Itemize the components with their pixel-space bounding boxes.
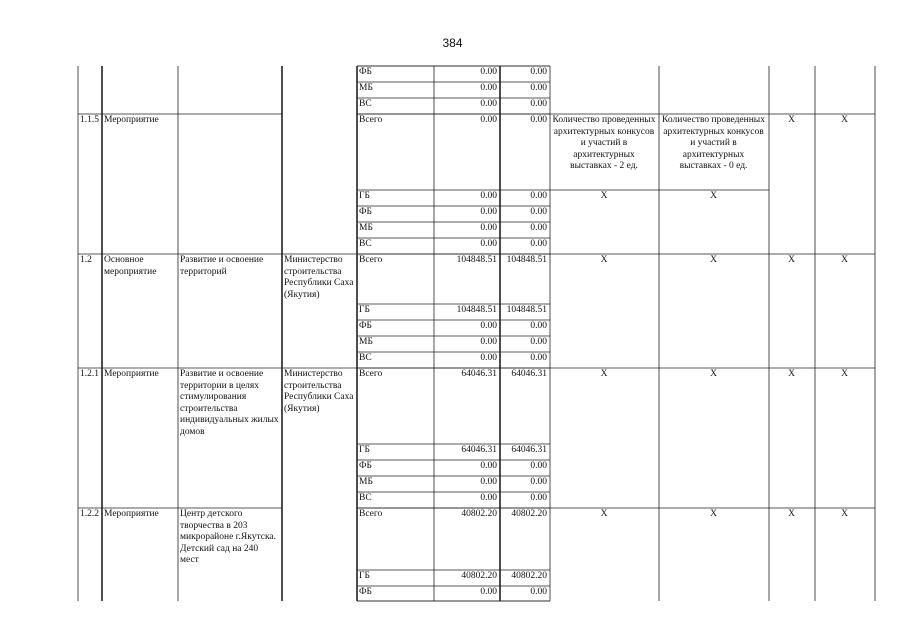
fund-amount-plan: 0.00 [480,115,497,125]
fund-amount-fact: 0.00 [530,99,547,109]
fund-source: ФБ [359,587,372,597]
row-number: 1.2.1 [80,369,99,379]
indicator-plan: X [600,255,608,265]
row-kind: Мероприятие [104,509,159,519]
fund-amount-fact: 0.00 [530,83,547,93]
fund-source: Всего [359,255,383,265]
fund-amount-plan: 0.00 [480,99,497,109]
row-name: Центр детского творчества в 203 микрорайоне г.Якутска. Детский сад на 240 мест [180,509,277,565]
fund-amount-fact: 0.00 [530,191,547,201]
fund-amount-plan: 0.00 [480,321,497,331]
fund-amount-fact: 0.00 [530,477,547,487]
row-number: 1.2 [80,255,92,265]
fund-source: Всего [359,369,383,379]
fund-source: ВС [359,239,372,249]
row-executor: Министерство строительства Республики Саха (Якутия) [284,255,354,300]
fund-amount-fact: 0.00 [530,239,547,249]
row-kind: Мероприятие [104,369,159,379]
fund-amount-plan: 104848.51 [456,305,497,315]
mark-x: X [841,115,848,125]
fund-amount-plan: 104848.51 [456,255,497,265]
fund-source: МБ [359,337,373,347]
fund-amount-plan: 0.00 [480,337,497,347]
indicator-fact: Количество проведенных архитектурных конкусов и участий в архитектурных выставках - 0 ед. [662,115,765,171]
fund-amount-plan: 0.00 [480,461,497,471]
fund-amount-plan: 0.00 [480,493,497,503]
mark-x: X [788,509,795,519]
fund-source: ФБ [359,461,372,471]
indicator-plan: Количество проведенных архитектурных конкусов и участий в архитектурных выставках - 2 ед. [552,115,656,171]
page-number: 384 [442,36,463,50]
fund-source: Всего [359,509,383,519]
fund-source: ФБ [359,67,372,77]
fund-amount-plan: 0.00 [480,207,497,217]
fund-amount-fact: 0.00 [530,493,547,503]
fund-amount-fact: 40802.20 [511,509,547,519]
fund-amount-fact: 0.00 [530,207,547,217]
fund-amount-plan: 0.00 [480,67,497,77]
fund-source: МБ [359,223,373,233]
fund-source: ФБ [359,321,372,331]
indicator-plan: X [600,509,608,519]
fund-amount-plan: 0.00 [480,83,497,93]
fund-amount-plan: 0.00 [480,477,497,487]
row-kind: Мероприятие [104,115,159,125]
mark-x: X [841,509,848,519]
mark-x: X [788,369,795,379]
fund-amount-fact: 0.00 [530,115,547,125]
fund-source: МБ [359,83,373,93]
fund-amount-fact: 0.00 [530,337,547,347]
fund-amount-fact: 104848.51 [506,255,547,265]
fund-amount-fact: 40802.20 [511,571,547,581]
fund-source: ГБ [359,191,370,201]
row-executor: Министерство строительства Республики Саха (Якутия) [284,369,354,414]
fund-source: МБ [359,477,373,487]
fund-amount-fact: 104848.51 [506,305,547,315]
mark-x: X [788,255,795,265]
fund-amount-plan: 40802.20 [461,571,497,581]
fund-amount-plan: 0.00 [480,191,497,201]
mark-x: X [841,369,848,379]
fund-amount-fact: 0.00 [530,353,547,363]
fund-amount-plan: 64046.31 [461,369,497,379]
mark-x: X [788,115,795,125]
fund-source: ВС [359,353,372,363]
row-number: 1.1.5 [80,115,99,125]
fund-amount-fact: 0.00 [530,321,547,331]
fund-amount-fact: 64046.31 [511,369,547,379]
row-name: Развитие и освоение территории в целях стимулирования строительства индивидуальных жилых домов [180,369,279,437]
fund-amount-plan: 0.00 [480,587,497,597]
indicator-fact: X [710,509,717,519]
fund-amount-fact: 0.00 [530,461,547,471]
fund-source: ВС [359,99,372,109]
indicator-fact: X [710,255,717,265]
fund-amount-plan: 0.00 [480,239,497,249]
indicator-plan: X [600,369,608,379]
fund-source: ГБ [359,571,370,581]
mark-x: X [600,191,608,201]
fund-amount-fact: 64046.31 [511,445,547,455]
fund-amount-plan: 40802.20 [461,509,497,519]
indicator-fact: X [710,369,717,379]
mark-x: X [710,191,717,201]
mark-x: X [841,255,848,265]
row-number: 1.2.2 [80,509,99,519]
fund-source: Всего [359,115,383,125]
fund-amount-fact: 0.00 [530,587,547,597]
fund-amount-fact: 0.00 [530,67,547,77]
fund-amount-fact: 0.00 [530,223,547,233]
fund-source: ГБ [359,305,370,315]
row-kind: Основное мероприятие [104,255,157,277]
row-name: Развитие и освоение территорий [180,255,264,277]
fund-amount-plan: 64046.31 [461,445,497,455]
fund-source: ГБ [359,445,370,455]
fund-amount-plan: 0.00 [480,223,497,233]
fund-source: ФБ [359,207,372,217]
fund-amount-plan: 0.00 [480,353,497,363]
fund-source: ВС [359,493,372,503]
